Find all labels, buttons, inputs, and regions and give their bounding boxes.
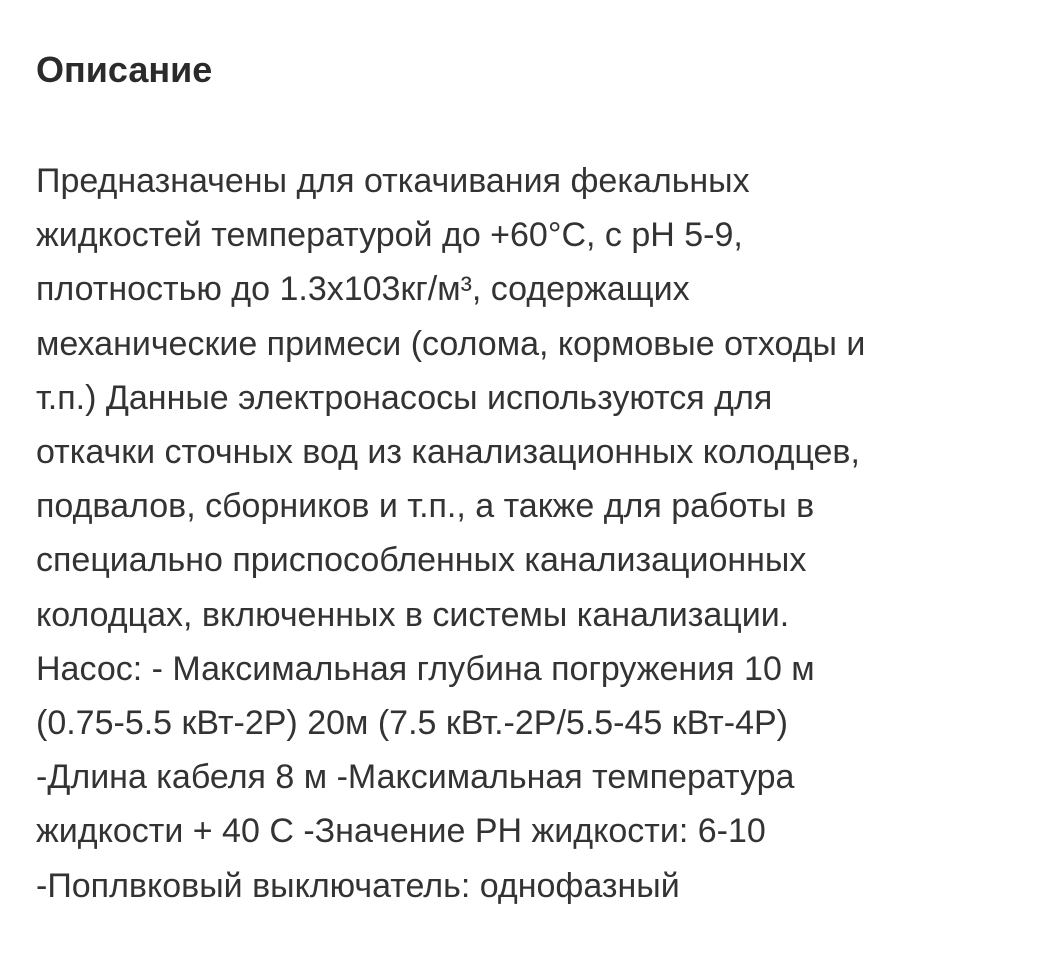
description-line: -Длина кабеля 8 м -Максимальная температура — [36, 758, 795, 797]
description-line: (0.75-5.5 кВт-2P) 20м (7.5 кВт.-2P/5.5-45 кВт-4P) — [36, 704, 788, 743]
description-line: плотностью до 1.3х103кг/м³, содержащих — [36, 270, 690, 309]
description-line: механические примеси (солома, кормовые отходы и — [36, 324, 866, 363]
description-line: откачки сточных вод из канализационных колодцев, — [36, 433, 860, 472]
description-line: жидкостей температурой до +60°C, с pH 5-9, — [36, 216, 743, 255]
description-line: Предназначены для откачивания фекальных — [36, 162, 750, 200]
description-line: жидкости + 40 С -Значение PH жидкости: 6-10 — [36, 812, 766, 851]
description-line: т.п.) Данные электронасосы используются для — [36, 378, 773, 417]
description-line: -Поплвковый выключатель: однофазный — [36, 866, 680, 905]
description-line: Насос: - Максимальная глубина погружения 10 м — [36, 649, 815, 688]
description-line: колодцах, включенных в системы канализации. — [36, 595, 790, 634]
description-line: специально приспособленных канализационных — [36, 541, 807, 580]
description-heading: Описание — [36, 49, 213, 90]
description-line: подвалов, сборников и т.п., а также для работы в — [36, 487, 815, 526]
description-text — [36, 154, 1036, 913]
